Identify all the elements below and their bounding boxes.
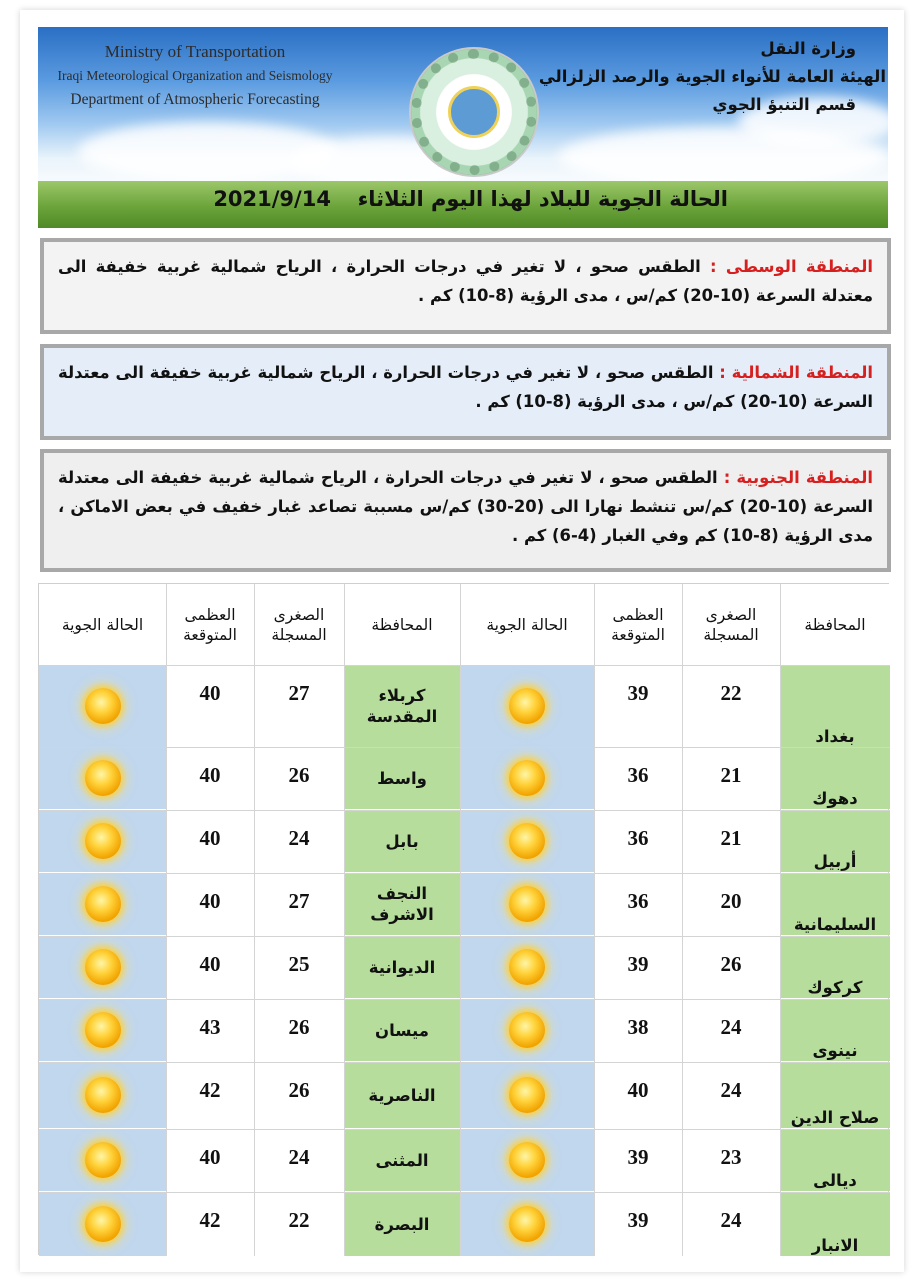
sunny-icon [85, 1077, 121, 1113]
min-temp-value: 26 [254, 999, 344, 1061]
region-forecast: الطقس صحو ، لا تغير في درجات الحرارة ، الرياح شمالية غربية خفيفة الى معتدلة السرعة (10-20) كم/س ، مدى الرؤية (8-10) كم . [58, 257, 873, 305]
weather-cell [39, 936, 166, 998]
region-central [40, 238, 891, 334]
table-divider [39, 810, 890, 811]
max-temp-value: 40 [166, 665, 254, 747]
weather-cell [460, 1192, 594, 1256]
weather-cell [39, 665, 166, 747]
min-temp-value: 22 [682, 665, 780, 747]
department-name-en: Department of Atmospheric Forecasting [70, 91, 320, 108]
header-weather-right: الحالة الجوية [460, 584, 594, 665]
province-name: المثنى [344, 1129, 460, 1191]
region-south [40, 449, 891, 572]
province-name: أربيل [780, 810, 890, 872]
province-name: الانبار [780, 1192, 890, 1256]
region-forecast: الطقس صحو ، لا تغير في درجات الحرارة ، الرياح شمالية غربية خفيفة الى معتدلة السرعة (10-20) كم/س ، مدى الرؤية (8-10) كم . [58, 363, 873, 411]
organization-logo [409, 47, 539, 177]
weather-cell [460, 665, 594, 747]
province-name: الناصرية [344, 1062, 460, 1128]
weather-cell [460, 747, 594, 809]
max-temp-value: 40 [166, 936, 254, 998]
ministry-name-ar: وزارة النقل [760, 39, 856, 58]
table-divider [39, 936, 890, 937]
min-temp-value: 26 [254, 1062, 344, 1128]
weather-cell [460, 936, 594, 998]
table-divider [39, 999, 890, 1000]
max-temp-value: 36 [594, 873, 682, 935]
sunny-icon [509, 1077, 545, 1113]
table-divider [166, 584, 167, 1256]
province-name: ميسان [344, 999, 460, 1061]
forecast-table [38, 583, 889, 1255]
title-date: 2021/9/14 [213, 187, 331, 211]
province-name: بابل [344, 810, 460, 872]
sunny-icon [85, 760, 121, 796]
sunny-icon [85, 1206, 121, 1242]
region-north [40, 344, 891, 440]
region-name: المنطقة الجنوبية : [723, 468, 873, 487]
table-divider [39, 747, 890, 748]
table-divider [39, 873, 890, 874]
sunny-icon [509, 760, 545, 796]
weather-cell [39, 1062, 166, 1128]
sunny-icon [85, 949, 121, 985]
min-temp-value: 25 [254, 936, 344, 998]
sunny-icon [509, 1206, 545, 1242]
organization-name-ar: الهيئة العامة للأنواء الجوية والرصد الزلزالي [538, 67, 886, 86]
sunny-icon [509, 949, 545, 985]
max-temp-value: 36 [594, 747, 682, 809]
weather-cell [460, 873, 594, 935]
max-temp-value: 40 [166, 1129, 254, 1191]
min-temp-value: 24 [682, 999, 780, 1061]
province-name: الديوانية [344, 936, 460, 998]
max-temp-value: 36 [594, 810, 682, 872]
province-name: كربلاء المقدسة [344, 665, 460, 747]
min-temp-value: 21 [682, 810, 780, 872]
table-divider [254, 584, 255, 1256]
table-divider [39, 665, 890, 666]
max-temp-value: 40 [166, 873, 254, 935]
min-temp-value: 24 [682, 1062, 780, 1128]
sunny-icon [509, 1012, 545, 1048]
region-name: المنطقة الوسطى : [710, 257, 873, 276]
sunny-icon [85, 823, 121, 859]
title-text: الحالة الجوية للبلاد لهذا اليوم الثلاثاء [357, 187, 728, 211]
header-max-right: العظمى المتوقعة [594, 584, 682, 665]
min-temp-value: 26 [682, 936, 780, 998]
header-max-left: العظمى المتوقعة [166, 584, 254, 665]
min-temp-value: 23 [682, 1129, 780, 1191]
min-temp-value: 22 [254, 1192, 344, 1256]
max-temp-value: 42 [166, 1062, 254, 1128]
province-name: النجف الاشرف [344, 873, 460, 935]
weather-cell [460, 999, 594, 1061]
min-temp-value: 24 [254, 1129, 344, 1191]
sunny-icon [85, 1012, 121, 1048]
province-name: البصرة [344, 1192, 460, 1256]
table-divider [460, 584, 461, 1256]
weather-cell [39, 747, 166, 809]
page-title [213, 187, 728, 211]
sunny-icon [85, 688, 121, 724]
min-temp-value: 26 [254, 747, 344, 809]
sunny-icon [85, 886, 121, 922]
max-temp-value: 39 [594, 1129, 682, 1191]
header-province-left: المحافظة [344, 584, 460, 665]
ministry-name-en: Ministry of Transportation [104, 42, 286, 61]
min-temp-value: 20 [682, 873, 780, 935]
max-temp-value: 40 [594, 1062, 682, 1128]
header-min-left: الصغرى المسجلة [254, 584, 344, 665]
min-temp-value: 27 [254, 873, 344, 935]
region-forecast: الطقس صحو ، لا تغير في درجات الحرارة ، الرياح شمالية غربية خفيفة الى معتدلة السرعة (10-20) كم/س تنشط نهارا الى (20-30) كم/س مسببة تصاعد غبار خفيف في بعض الاماكن ، مدى الرؤية (8-10) كم وفي الغبار (4-6) كم . [58, 468, 874, 545]
header-weather-left: الحالة الجوية [39, 584, 166, 665]
sunny-icon [85, 1142, 121, 1178]
weather-cell [39, 810, 166, 872]
min-temp-value: 27 [254, 665, 344, 747]
max-temp-value: 39 [594, 1192, 682, 1256]
sunny-icon [509, 688, 545, 724]
max-temp-value: 40 [166, 810, 254, 872]
min-temp-value: 24 [254, 810, 344, 872]
max-temp-value: 39 [594, 665, 682, 747]
table-divider [682, 584, 683, 1256]
province-name: واسط [344, 747, 460, 809]
max-temp-value: 38 [594, 999, 682, 1061]
max-temp-value: 39 [594, 936, 682, 998]
table-divider [39, 1062, 890, 1063]
province-name: نينوى [780, 999, 890, 1061]
arabic-header [526, 35, 886, 119]
province-name: صلاح الدين [780, 1062, 890, 1128]
province-name: السليمانية [780, 873, 890, 935]
sunny-icon [509, 1142, 545, 1178]
header-min-right: الصغرى المسجلة [682, 584, 780, 665]
weather-cell [460, 1129, 594, 1191]
province-name: ديالى [780, 1129, 890, 1191]
weather-cell [460, 810, 594, 872]
weather-cell [39, 1129, 166, 1191]
province-name: بغداد [780, 665, 890, 747]
weather-cell [460, 1062, 594, 1128]
province-name: كركوك [780, 936, 890, 998]
max-temp-value: 43 [166, 999, 254, 1061]
table-divider [780, 584, 781, 1256]
sunny-icon [509, 886, 545, 922]
max-temp-value: 40 [166, 747, 254, 809]
table-divider [594, 584, 595, 1256]
region-name: المنطقة الشمالية : [719, 363, 873, 382]
weather-cell [39, 873, 166, 935]
organization-name-en: Iraqi Meteorological Organization and Seismology [57, 68, 333, 83]
header-province-right: المحافظة [780, 584, 890, 665]
min-temp-value: 24 [682, 1192, 780, 1256]
table-divider [39, 1192, 890, 1193]
table-divider [344, 584, 345, 1256]
sunny-icon [509, 823, 545, 859]
min-temp-value: 21 [682, 747, 780, 809]
weather-cell [39, 999, 166, 1061]
department-name-ar: قسم التنبؤ الجوي [712, 95, 856, 114]
header-banner [38, 27, 888, 182]
province-name: دهوك [780, 747, 890, 809]
max-temp-value: 42 [166, 1192, 254, 1256]
table-divider [39, 1129, 890, 1130]
english-header [50, 39, 340, 113]
title-bar [38, 181, 888, 228]
weather-cell [39, 1192, 166, 1256]
